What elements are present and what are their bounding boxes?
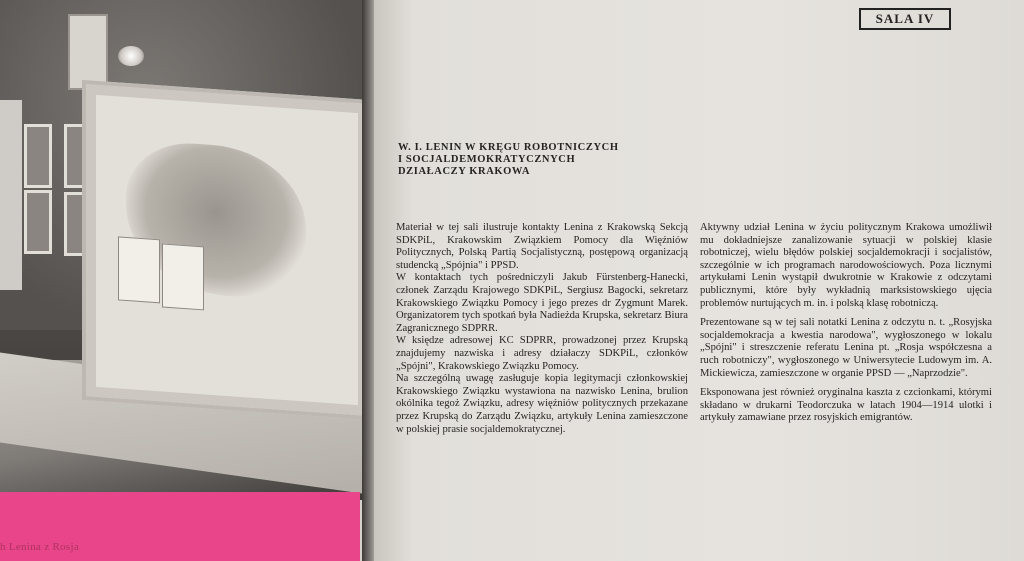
document-card	[162, 243, 204, 310]
paragraph: Prezentowane są w tej sali notatki Lenina z odczytu n. t. „Rosyjska socjaldemokracja a kwestia narodowa", wygłoszonego w lokalu „Spójni" i streszczenie referatu Lenina pt. „Rosja współczesna a ruch robotniczy", wygłoszonego w Uniwersytecie Ludowym im. A. Mickiewicza, zamieszczone w organie PPSD — „Naprzodzie".	[700, 317, 992, 379]
paragraph: Materiał w tej sali ilustruje kontakty Lenina z Krakowską Sekcją SDKPiL, Krakowskim Związkiem Pomocy dla Więźniów Politycznych, Polską Partią Socjalistyczną, postępową organizacją studencką „Spójnia" i PPSD.	[396, 222, 688, 271]
portrait-frame	[24, 190, 52, 254]
paragraph: Eksponowana jest również oryginalna kaszta z czcionkami, którymi składano w drukarni Teodorczuka w latach 1904—1914 ulotki i artykuły zamawiane przez rosyjskich emigrantów.	[700, 387, 992, 424]
text-column-right	[700, 222, 992, 425]
wall-panel	[0, 100, 22, 290]
left-page	[0, 0, 372, 561]
document-card	[118, 236, 160, 303]
paragraph: Aktywny udział Lenina w życiu politycznym Krakowa umożliwił mu dokładniejsze zanalizowanie sytuacji w polskiej klasie robotniczej, wielu błędów polskiej socjaldemokracji i socjalistów, szczególnie w ich programach narodowościowych. Poza licznymi artykułami Lenin wystąpił dwukrotnie w Krakowie z odczytami publicznymi, które były wykładnią marksistowskiego ujęcia problemów nurtujących m. in. i polską klasę robotniczą.	[700, 222, 992, 309]
heading-line: W. I. LENIN W KRĘGU ROBOTNICZYCH	[398, 142, 619, 153]
paragraph: W kontaktach tych pośredniczyli Jakub Fürstenberg-Hanecki, członek Zarządu Krajowego SDKPiL, Sergiusz Bagocki, sekretarz Krakowskiego Związku Pomocy i jego prezes dr Zygmunt Marek. Organizatorem tych spotkań była Nadieżda Krupska, sekretarz Biura Zagranicznego SDPRR.	[396, 272, 688, 334]
room-label: SALA IV	[859, 8, 951, 30]
exhibition-photo	[0, 0, 362, 500]
display-case	[82, 80, 362, 420]
page-caption: h Lenina z Rosja	[0, 541, 80, 553]
text-column-left	[396, 222, 688, 436]
section-heading	[398, 142, 698, 178]
right-page	[374, 0, 1024, 561]
paragraph: W księdze adresowej KC SDPRR, prowadzonej przez Krupską znajdujemy nazwiska i adresy działaczy SDKPiL, członków „Spójni", Krakowskiego Związku Pomocy.	[396, 335, 688, 372]
ceiling-light	[118, 46, 144, 66]
heading-line: I SOCJALDEMOKRATYCZNYCH	[398, 154, 576, 165]
wall-frame	[68, 14, 108, 90]
portrait-frame	[24, 124, 52, 188]
paragraph: Na szczególną uwagę zasługuje kopia legitymacji członkowskiej Krakowskiego Związku wystawiona na nazwisko Lenina, brulion okólnika tegoż Związku, adresy więźniów politycznych przekazane przez Krupską do Zarządu Związku, artykuły Lenina zamieszczone w polskiej prasie socjaldemokratycznej.	[396, 373, 688, 435]
heading-line: DZIAŁACZY KRAKOWA	[398, 166, 531, 177]
